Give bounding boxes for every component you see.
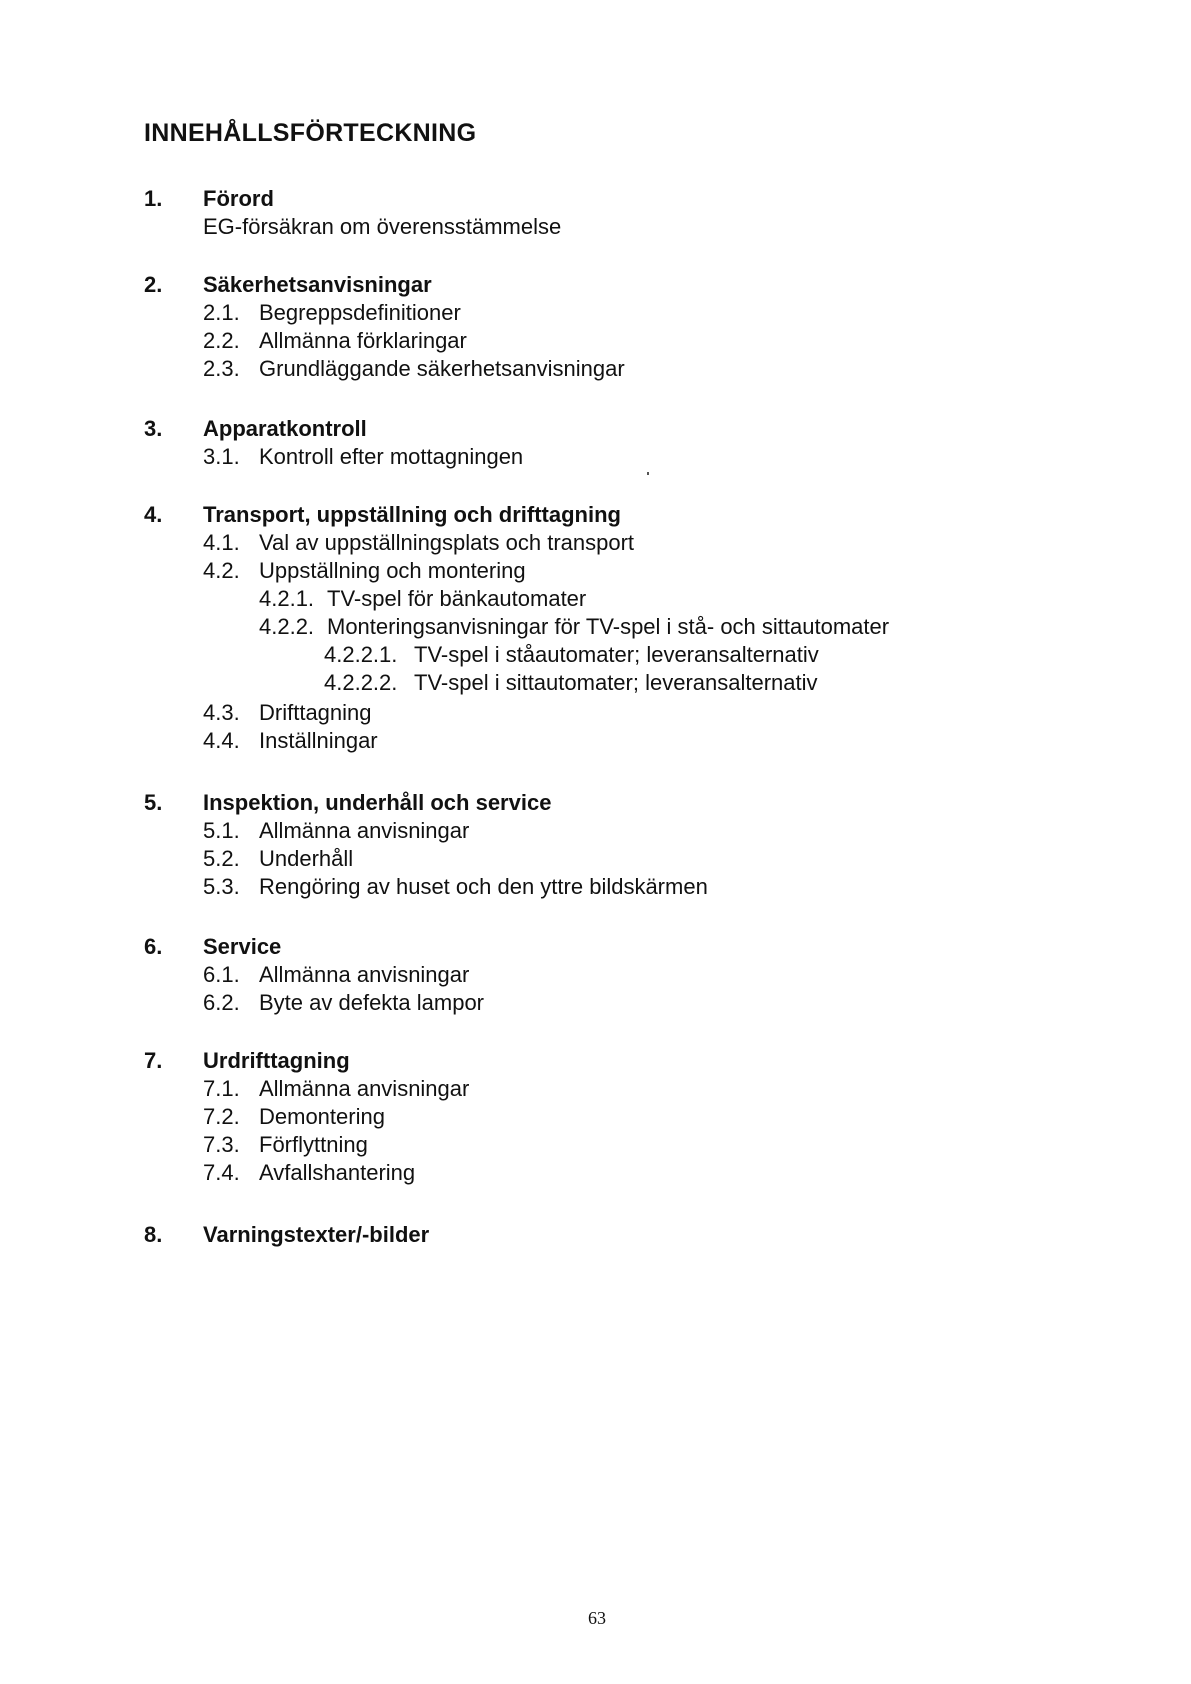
entry-text: Uppställning och montering [259,558,526,583]
entry-text: Demontering [259,1104,385,1129]
section-title: Apparatkontroll [203,416,367,441]
section-title: Transport, uppställning och drifttagning [203,502,621,527]
section-title: Service [203,934,282,959]
entry-text: TV-spel i sittautomater; leveransalternativ [414,670,818,695]
entry-text: Kontroll efter mottagningen [259,444,524,469]
entry-text: Allmänna anvisningar [259,1076,470,1101]
section-title: Varningstexter/-bilder [203,1222,430,1247]
toc-entry [203,530,634,556]
entry-number: 5.1. [203,818,240,843]
entry-text: Grundläggande säkerhetsanvisningar [259,356,625,381]
section-title: Urdrifttagning [203,1048,350,1073]
page-number: 63 [588,1608,606,1628]
entry-text: Allmänna anvisningar [259,818,470,843]
entry-number: 4.1. [203,530,240,555]
entry-number: 4.2.1. [259,586,315,611]
toc-entry [324,670,818,696]
entry-text: Begreppsdefinitioner [259,300,461,325]
entry-number: 7.1. [203,1076,240,1101]
section-number: 8. [144,1222,163,1247]
entry-text: Byte av defekta lampor [259,990,485,1015]
entry-text: Avfallshantering [259,1160,416,1185]
entry-text: Inställningar [259,728,378,753]
entry-text: TV-spel för bänkautomater [327,586,587,611]
entry-text: Monteringsanvisningar för TV-spel i stå- och sittautomater [327,614,890,639]
entry-number: 6.2. [203,990,240,1015]
toc-entry [203,1132,368,1158]
entry-text: Allmänna förklaringar [259,328,467,353]
entry-number: 3.1. [203,444,240,469]
entry-text: EG-försäkran om överensstämmelse [203,214,562,239]
entry-text: Rengöring av huset och den yttre bildskärmen [259,874,708,899]
toc-entry [203,874,708,900]
entry-text: Underhåll [259,846,354,871]
toc-entry [324,642,819,668]
toc-entry [203,990,484,1016]
entry-text: Drifttagning [259,700,372,725]
entry-number: 5.3. [203,874,240,899]
toc-entry [203,1160,415,1186]
section-number: 6. [144,934,163,959]
toc-entry [259,586,586,612]
scan-speck [647,472,649,475]
entry-number: 4.2.2. [259,614,315,639]
entry-number: 2.1. [203,300,240,325]
entry-number: 7.2. [203,1104,240,1129]
entry-number: 2.3. [203,356,240,381]
section-title: Säkerhetsanvisningar [203,272,432,297]
entry-number: 4.3. [203,700,240,725]
toc-entry [203,558,526,584]
toc-entry [203,818,469,844]
entry-number: 4.2. [203,558,240,583]
entry-number: 6.1. [203,962,240,987]
toc-entry [203,214,561,240]
section-number: 2. [144,272,163,297]
toc-entry [203,846,353,872]
section-number: 4. [144,502,163,527]
entry-text: Allmänna anvisningar [259,962,470,987]
entry-number: 7.4. [203,1160,240,1185]
entry-number: 4.2.2.2. [324,670,398,695]
entry-text: Förflyttning [259,1132,368,1157]
toc-entry [203,444,523,470]
section-number: 7. [144,1048,163,1073]
entry-number: 5.2. [203,846,240,871]
section-number: 5. [144,790,163,815]
toc-entry [259,614,889,640]
toc-entry [203,1104,385,1130]
entry-text: TV-spel i ståautomater; leveransalternativ [414,642,819,667]
toc-entry [203,700,372,726]
page-title: INNEHÅLLSFÖRTECKNING [144,119,477,147]
toc-entry [203,356,625,382]
section-number: 1. [144,186,163,211]
entry-number: 7.3. [203,1132,240,1157]
entry-number: 4.4. [203,728,240,753]
entry-text: Val av uppställningsplats och transport [259,530,635,555]
toc-entry [203,728,378,754]
section-title: Förord [203,186,274,211]
section-number: 3. [144,416,163,441]
toc-entry [203,328,467,354]
toc-entry [203,300,461,326]
entry-number: 4.2.2.1. [324,642,398,667]
section-title: Inspektion, underhåll och service [203,790,552,815]
toc-entry [203,1076,469,1102]
toc-entry [203,962,469,988]
entry-number: 2.2. [203,328,240,353]
